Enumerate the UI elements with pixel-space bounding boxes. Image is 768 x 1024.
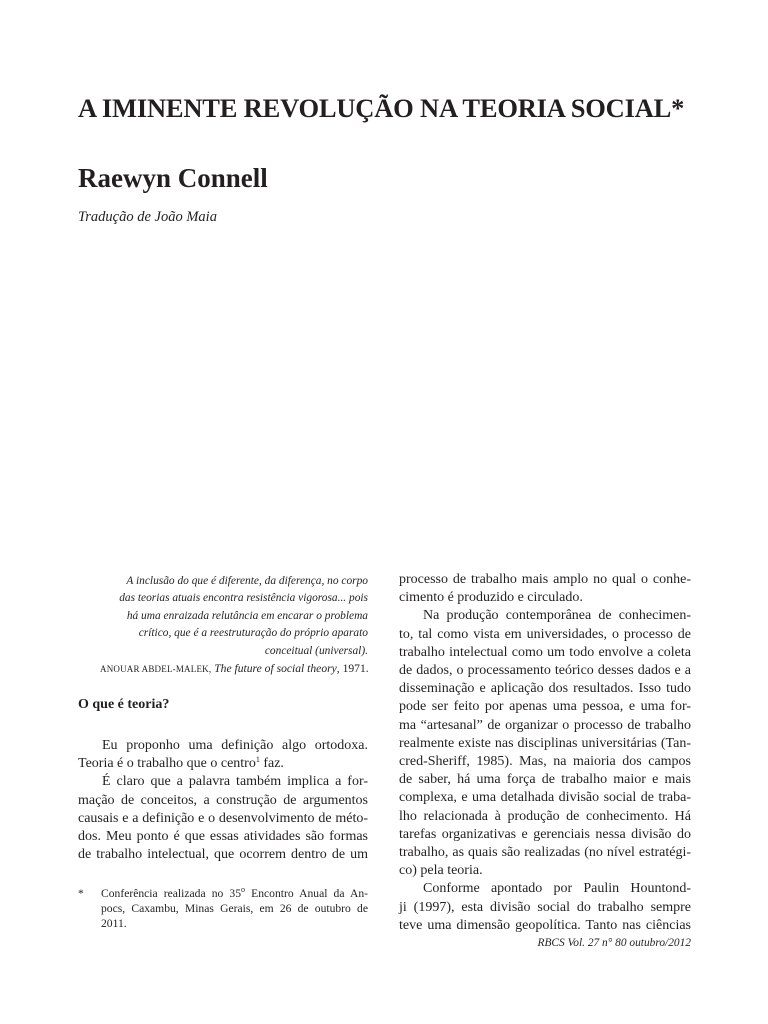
body-line: de saber, há uma força de trabalho maior e mais: [399, 772, 691, 788]
body-line: de trabalho intelectual, que ocorrem dentro de um: [78, 847, 368, 863]
epigraph-line: das teorias atuais encontra resistência vigorosa... pois: [119, 592, 368, 605]
body-line: trabalho, as quais são realizadas (no nível estratégi-: [399, 845, 691, 861]
translator-credit: Tradução de João Maia: [78, 209, 217, 225]
body-line: ma “artesanal” de organizar o processo de trabalho: [399, 717, 691, 733]
epigraph: [100, 573, 368, 678]
body-line: complexa, e uma detalhada divisão social de traba-: [399, 790, 691, 806]
right-column: [399, 571, 691, 935]
epigraph-source-title: The future of social theory: [214, 662, 337, 676]
body-line: lho relacionada à produção de conhecimento. Há: [399, 808, 691, 824]
author-name: Raewyn Connell: [78, 163, 268, 193]
body-line: É claro que a palavra também implica a for-: [102, 774, 368, 790]
epigraph-source: [100, 660, 368, 678]
body-line: teve uma dimensão geopolítica. Tanto nas ciências: [399, 917, 691, 933]
footnote-text: [101, 886, 368, 931]
body-line: causais e a definição e o desenvolvimento de méto-: [78, 810, 368, 826]
epigraph-source-year: , 1971.: [336, 662, 369, 676]
epigraph-line: há uma enraizada relutância em encarar o problema: [126, 609, 368, 622]
body-line: to, tal como vista em universidades, o processo de: [399, 626, 691, 642]
epigraph-line: crítico, que é a reestruturação do próprio aparato: [138, 627, 368, 640]
body-line: mação de conceitos, a construção de argumentos: [78, 792, 368, 808]
body-line: realmente existe nas disciplinas universitárias (Tan-: [399, 735, 691, 751]
footnote-superscript: o: [241, 885, 246, 894]
footnote-line: 2011.: [101, 917, 127, 930]
article-title: A IMINENTE REVOLUÇÃO NA TEORIA SOCIAL*: [78, 93, 685, 123]
left-column: [78, 737, 368, 864]
body-line: de dados, o processamento teórico desses dados e a: [399, 663, 691, 679]
epigraph-line: conceitual (universal).: [264, 644, 368, 657]
body-line: processo de trabalho mais amplo no qual o conhe-: [399, 572, 691, 587]
body-line: ji (1997), esta divisão social do trabalho sempre: [399, 899, 691, 915]
footnote-text-part: Conferência realizada no 35: [101, 887, 242, 900]
body-line: disseminação e aplicação dos resultados. Isso tudo: [399, 681, 691, 697]
footnote: [78, 886, 368, 931]
body-line: Eu proponho uma definição algo ortodoxa.: [102, 738, 368, 753]
journal-reference: RBCS Vol. 27 n° 80 outubro/2012: [537, 937, 691, 949]
footnote-line: pocs, Caxambu, Minas Gerais, em 26 de outubro de: [101, 902, 368, 915]
body-line: dos. Meu ponto é que essas atividades são formas: [78, 829, 368, 845]
footnote-marker: *: [78, 887, 84, 900]
epigraph-source-author: ANOUAR ABDEL-MALEK,: [100, 664, 212, 675]
body-line: pode ser feito por apenas uma pessoa, e uma for-: [399, 699, 691, 715]
footnote-text-part: Encontro Anual da An-: [245, 887, 368, 900]
body-line: Conforme apontado por Paulin Hountond-: [423, 881, 691, 897]
body-line: trabalho intelectual como um todo envolve a coleta: [399, 644, 691, 660]
body-line: cimento é produzido e circulado.: [399, 590, 583, 606]
body-line: cred-Sheriff, 1985). Mas, na maioria dos campos: [399, 754, 691, 770]
epigraph-line: A inclusão do que é diferente, da diferença, no corpo: [126, 575, 368, 587]
body-line: Na produção contemporânea de conhecimen-: [423, 608, 691, 624]
footnote-line: [101, 886, 368, 901]
footnote-ref: 1: [255, 755, 260, 765]
body-line: tarefas organizativas e gerenciais nessa divisão do: [399, 826, 691, 842]
body-line: co) pela teoria.: [399, 863, 483, 879]
body-text: Teoria é o trabalho que o centro: [78, 756, 256, 772]
section-heading: O que é teoria?: [78, 697, 170, 712]
body-line: [78, 755, 368, 773]
body-text: faz.: [259, 756, 284, 772]
